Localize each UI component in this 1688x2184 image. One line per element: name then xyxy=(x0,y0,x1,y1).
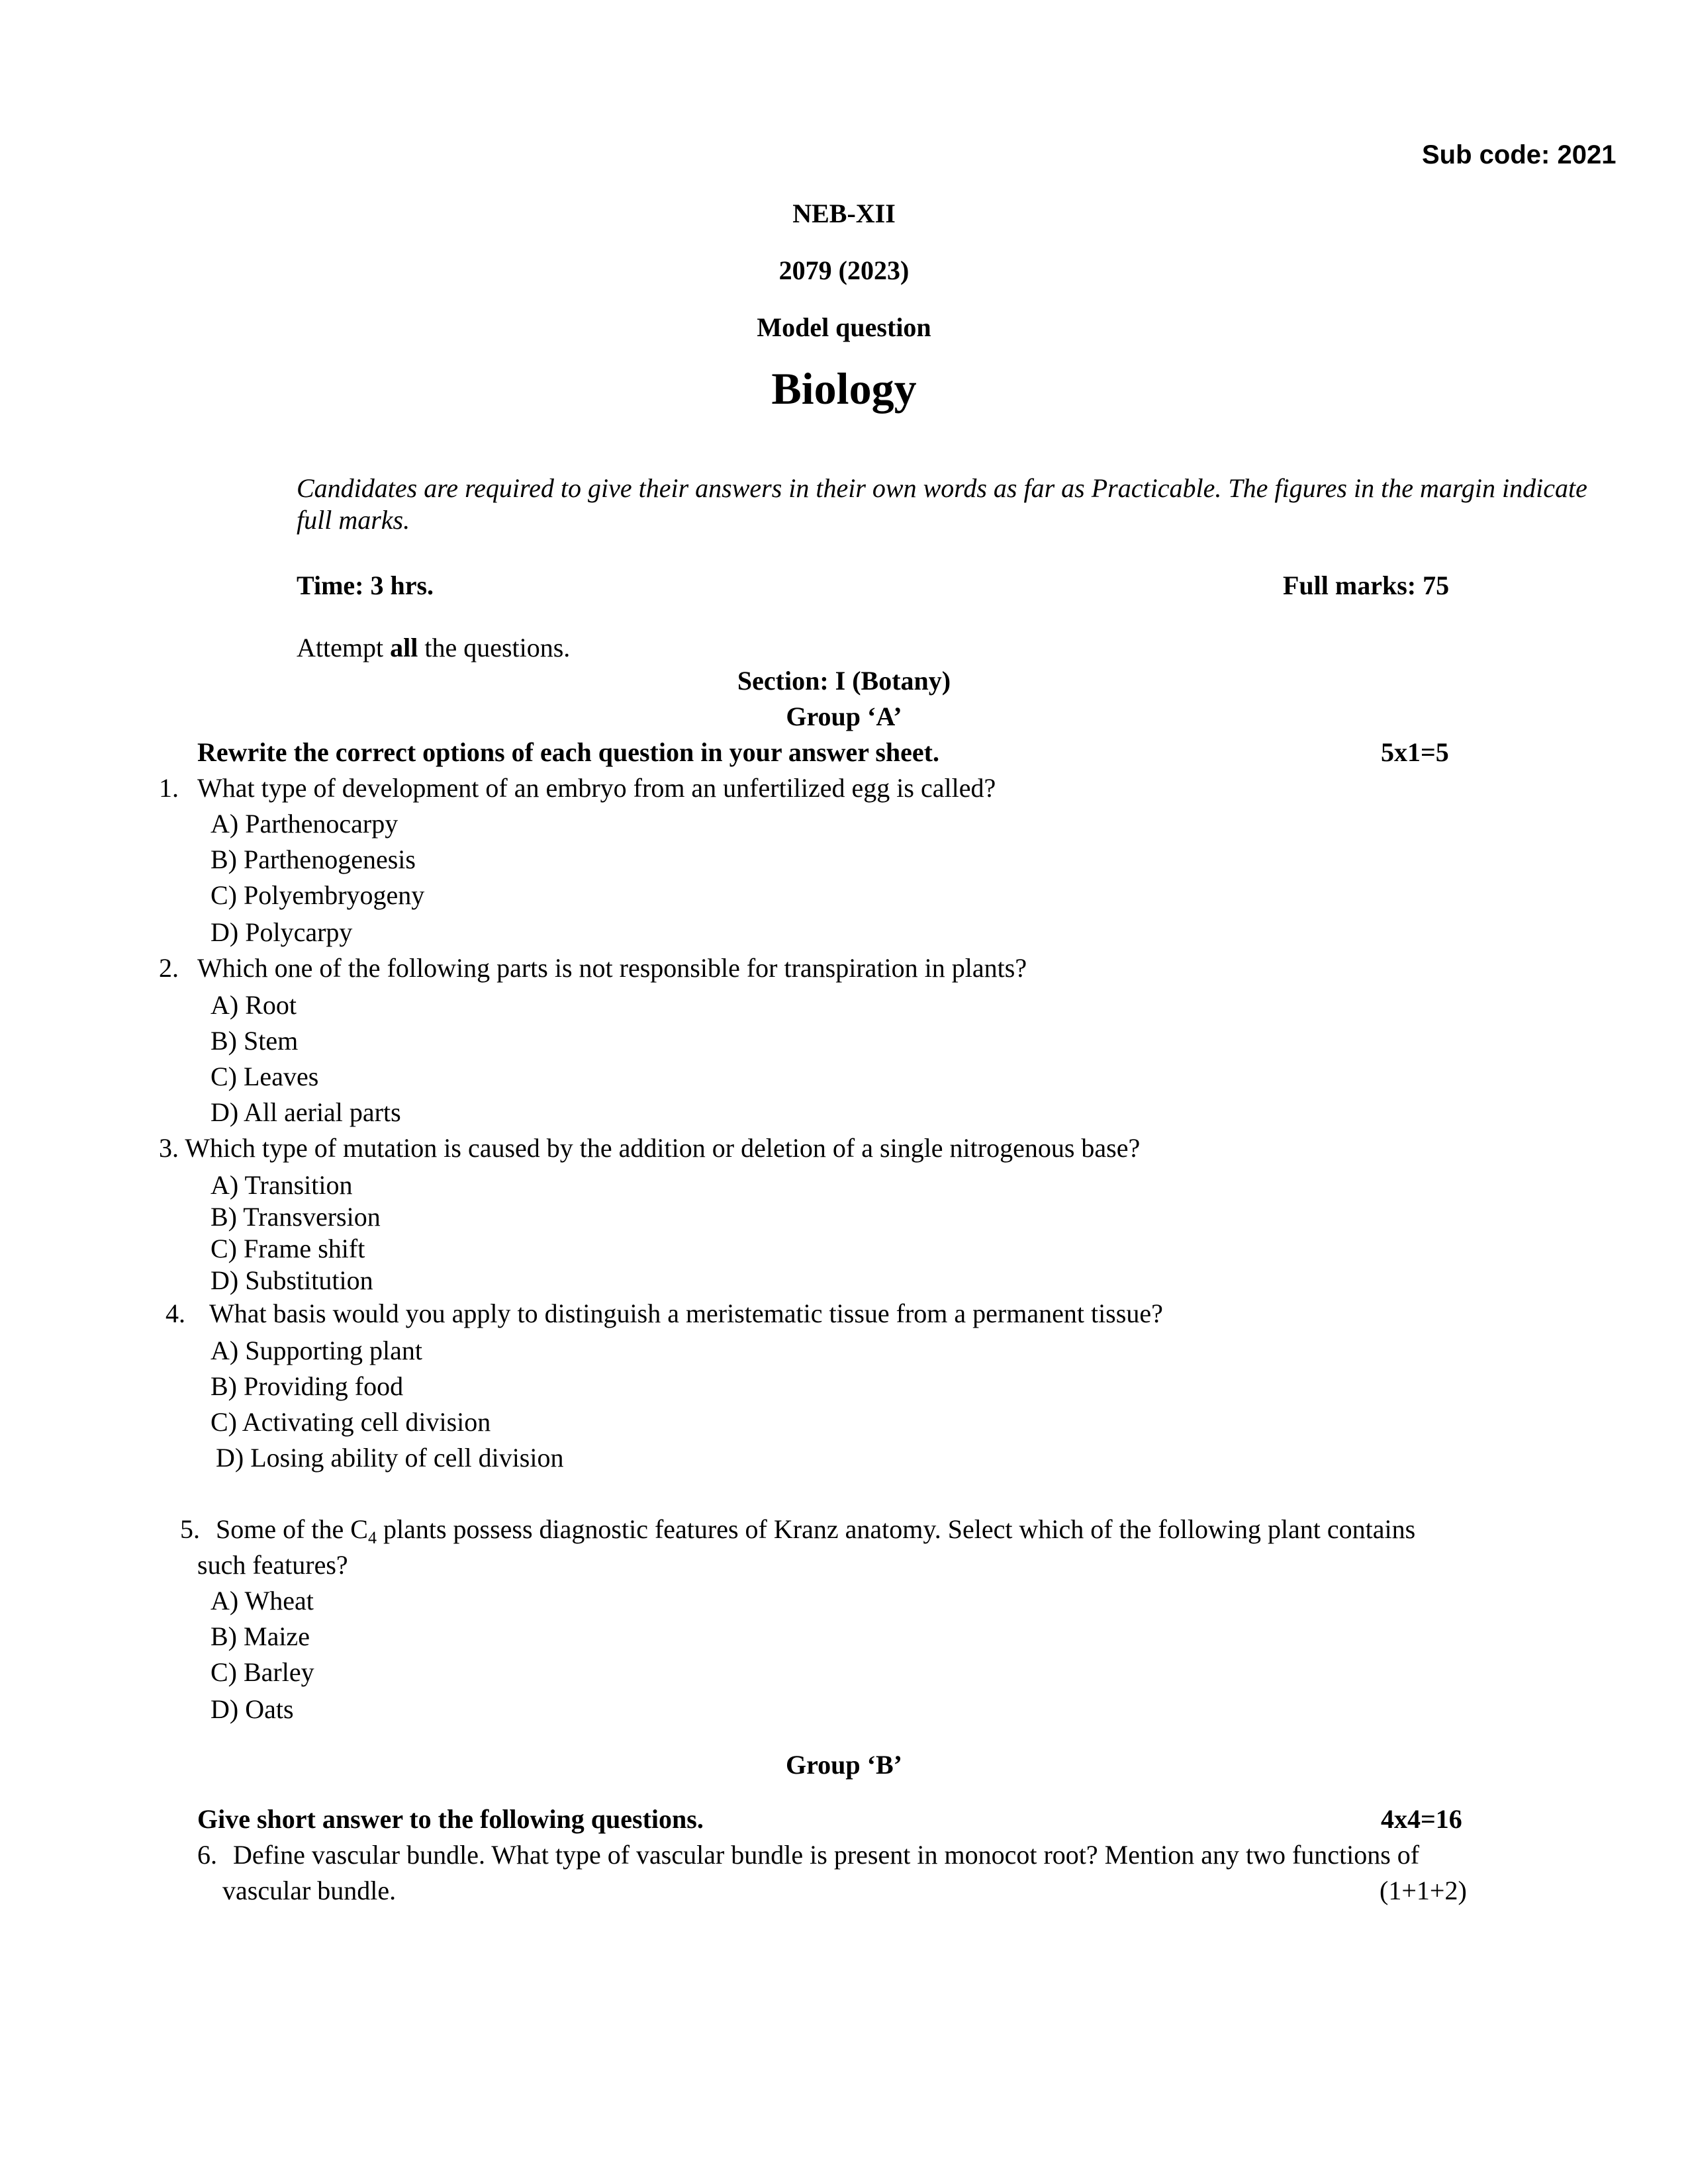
q4-option-b: B) Providing food xyxy=(211,1371,404,1401)
full-marks: Full marks: 75 xyxy=(1283,570,1450,600)
group-b-directive: Give short answer to the following questions. xyxy=(197,1804,704,1834)
question-number: 4. xyxy=(165,1298,185,1328)
q5-option-a: A) Wheat xyxy=(211,1586,314,1615)
question-text: Which type of mutation is caused by the addition or deletion of a single nitrogenous base? xyxy=(185,1133,1141,1163)
q1-option-d: D) Polycarpy xyxy=(211,917,353,947)
q4-option-d: D) Losing ability of cell division xyxy=(216,1443,564,1473)
q1-option-c: C) Polyembryogeny xyxy=(211,880,425,910)
question-text: What basis would you apply to distinguish a meristematic tissue from a permanent tissue? xyxy=(209,1298,1163,1328)
q4-option-a: A) Supporting plant xyxy=(211,1336,422,1365)
q3-option-a: A) Transition xyxy=(211,1170,353,1200)
question-3 xyxy=(159,1132,1140,1165)
attempt-bold: all xyxy=(390,633,418,662)
question-text-end: plants possess diagnostic features of Kranz anatomy. Select which of the following plant contains xyxy=(376,1514,1416,1544)
question-6-marks: (1+1+2) xyxy=(1380,1876,1467,1905)
q3-option-b: B) Transversion xyxy=(211,1202,381,1232)
q1-option-b: B) Parthenogenesis xyxy=(211,844,416,874)
question-number: 3. xyxy=(159,1133,179,1163)
question-text: Define vascular bundle. What type of vascular bundle is present in monocot root? Mention any two functions of xyxy=(233,1840,1420,1870)
question-text: Which one of the following parts is not responsible for transpiration in plants? xyxy=(197,953,1027,983)
group-b-marks: 4x4=16 xyxy=(1381,1804,1462,1834)
question-number: 5. xyxy=(180,1514,200,1544)
q2-option-c: C) Leaves xyxy=(211,1062,319,1091)
question-text-start: Some of the C xyxy=(216,1514,368,1544)
q3-option-c: C) Frame shift xyxy=(211,1234,365,1263)
attempt-prefix: Attempt xyxy=(297,633,391,662)
attempt-instruction xyxy=(297,631,570,664)
q5-option-b: B) Maize xyxy=(211,1621,310,1651)
question-6-line2: vascular bundle. xyxy=(222,1876,397,1905)
q5-option-d: D) Oats xyxy=(211,1694,294,1724)
q4-option-c: C) Activating cell division xyxy=(211,1407,491,1437)
question-1 xyxy=(159,772,996,805)
section-title: Section: I (Botany) xyxy=(737,666,951,696)
group-a-marks: 5x1=5 xyxy=(1381,737,1449,767)
question-5-line2: such features? xyxy=(197,1550,348,1580)
subject-title: Biology xyxy=(771,363,917,414)
attempt-suffix: the questions. xyxy=(418,633,571,662)
question-6 xyxy=(197,1839,1419,1872)
group-a-title: Group ‘A’ xyxy=(786,702,902,731)
instructions-text: Candidates are required to give their answers in their own words as far as Practicable. The figures in the margin indicate full marks. xyxy=(297,473,1587,535)
group-a-directive: Rewrite the correct options of each question in your answer sheet. xyxy=(197,737,939,767)
question-4 xyxy=(165,1297,1163,1330)
question-2 xyxy=(159,952,1027,985)
subscript: 4 xyxy=(367,1528,377,1547)
board-title: NEB-XII xyxy=(792,199,896,228)
time-allowed: Time: 3 hrs. xyxy=(297,570,434,600)
question-text: What type of development of an embryo from an unfertilized egg is called? xyxy=(197,773,996,803)
q2-option-b: B) Stem xyxy=(211,1026,299,1056)
q3-option-d: D) Substitution xyxy=(211,1265,373,1295)
q1-option-a: A) Parthenocarpy xyxy=(211,809,399,839)
q2-option-a: A) Root xyxy=(211,990,297,1020)
q2-option-d: D) All aerial parts xyxy=(211,1097,401,1127)
exam-year: 2079 (2023) xyxy=(778,255,910,285)
question-number: 2. xyxy=(159,953,179,983)
q5-option-c: C) Barley xyxy=(211,1657,314,1687)
question-5 xyxy=(180,1513,1415,1546)
question-number: 1. xyxy=(159,773,179,803)
question-number: 6. xyxy=(197,1840,217,1870)
sub-code: Sub code: 2021 xyxy=(1422,140,1617,169)
paper-type: Model question xyxy=(757,312,931,342)
group-b-title: Group ‘B’ xyxy=(786,1750,902,1780)
